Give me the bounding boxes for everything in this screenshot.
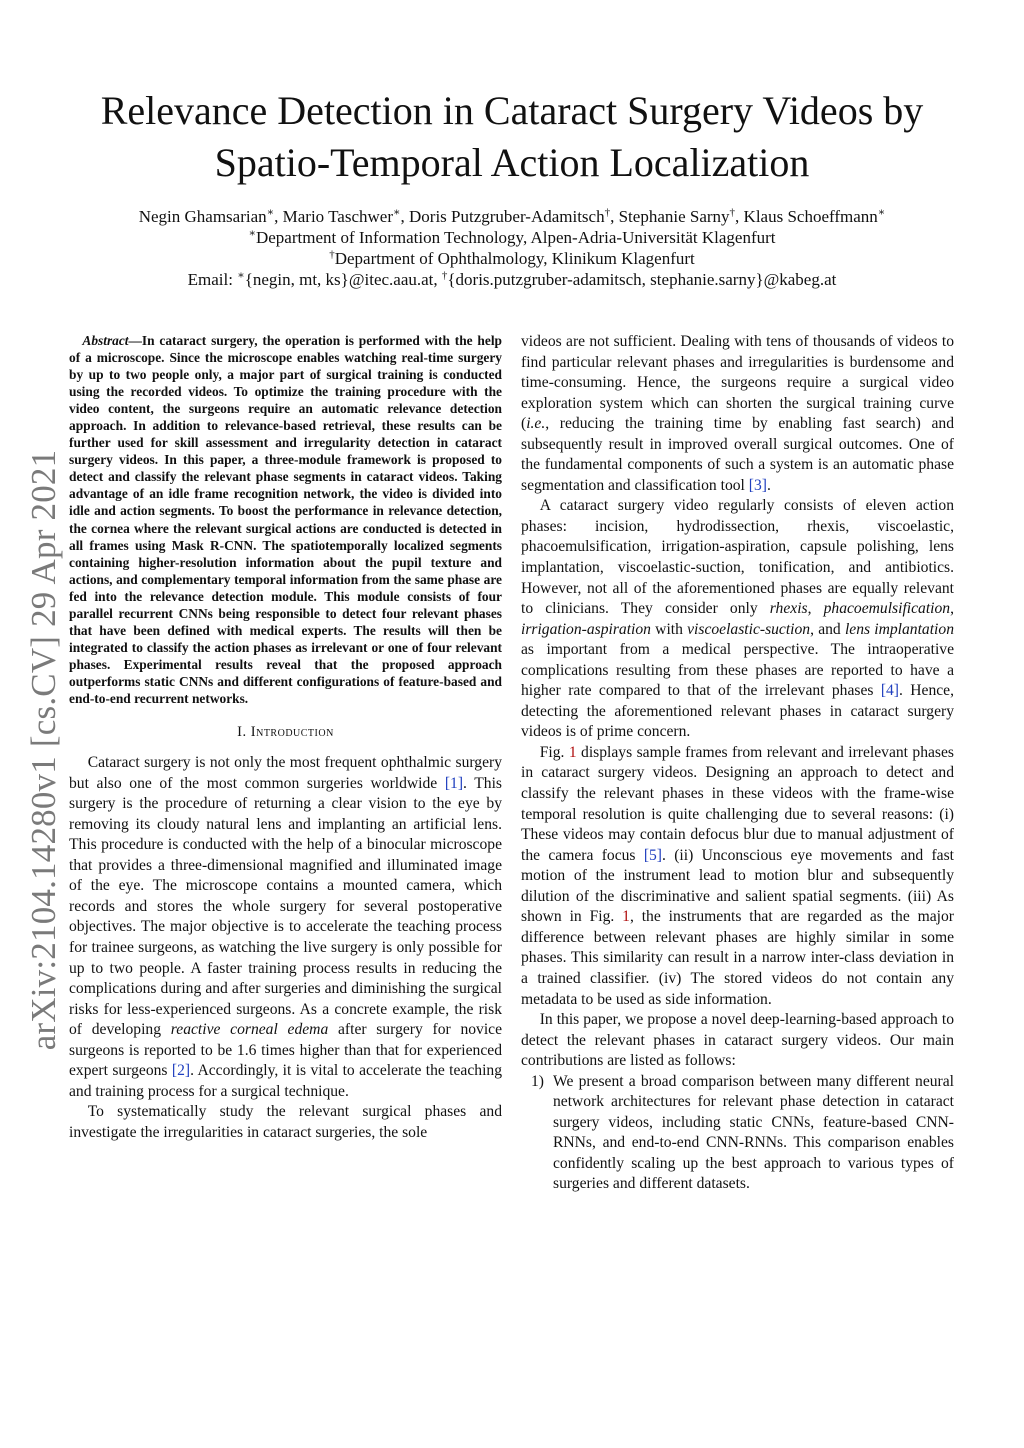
author-block: [0, 206, 1024, 290]
paper-title: [0, 85, 1024, 189]
intro-paragraph-5: In this paper, we propose a novel deep-learning-based approach to detect the relevant phases in cataract surgery videos. Our main contributions are listed as follows:: [521, 1011, 954, 1070]
intro-paragraph-2-continued: videos are not sufficient. Dealing with tens of thousands of videos to find particular relevant phases and irregularities is burdensome and time-consuming. Hence, the surgeons require a surgical video exploration system which can shorten the surgical training curve (i.e., reducing the training time by enabling fast search) and subsequently result in improved overall surgical outcomes. One of the fundamental components of such a system is an automatic phase segmentation and classification tool [3].: [521, 333, 954, 494]
citation-link[interactable]: [2]: [171, 1062, 191, 1080]
left-column: [69, 332, 502, 1143]
author-names: Negin Ghamsarian∗, Mario Taschwer∗, Doris Putzgruber-Adamitsch†, Stephanie Sarny†, Klaus Schoeffmann∗: [138, 206, 886, 226]
intro-paragraph-4: Fig. 1 displays sample frames from relevant and irrelevant phases in cataract surgery videos. Designing an approach to detect and classify the relevant phases in these videos with the frame-wise temporal resolution is quite challenging due to several reasons: (i) These videos may contain defocus blur due to manual adjustment of the camera focus [5]. (ii) Unconscious eye movements and fast motion of the instrument lead to motion blur and subsequently dilution of the discriminative and salient spatial segments. (iii) As shown in Fig. 1, the instruments that are regarded as the major difference between relevant phases are highly similar in some phases. This similarity can result in a narrow inter-class deviation in a trained classifier. (iv) The stored videos do not contain any metadata to be used as side information.: [521, 743, 955, 1008]
affiliation-1: ∗Department of Information Technology, Alpen-Adria-Universität Klagenfurt: [248, 227, 776, 247]
intro-paragraph-1: Cataract surgery is not only the most frequent ophthalmic surgery but also one of the most common surgeries worldwide [1]. This surgery is the procedure of returning a clear vision to the eye by removing its cloudy natural lens and implanting an artificial lens. This procedure is conducted with the help of a binocular microscope that provides a three-dimensional magnified and illuminated image of the eye. The microscope contains a mounted camera, which records and stores the whole surgery for several postoperative objectives. The major objective is to accelerate the teaching process for trainee surgeons, as watching the live surgery is only possible for up to two people. A faster training process results in reducing the complications during and after surgeries and diminishing the surgical risks for less-experienced surgeons. As a concrete example, the risk of developing reactive corneal edema after surgery for novice surgeons is reported to be 1.6 times higher than that for experienced expert surgeons [2]. Accordingly, it is vital to accelerate the teaching and training process for a surgical technique.: [69, 754, 503, 1100]
email-line: Email: ∗{negin, mt, ks}@itec.aau.at, †{doris.putzgruber-adamitsch, stephanie.sarny}@kabeg.at: [187, 269, 837, 289]
right-column: [521, 332, 954, 1195]
citation-link[interactable]: [1]: [444, 774, 464, 792]
intro-paragraph-3: A cataract surgery video regularly consists of eleven action phases: incision, hydrodissection, rhexis, viscoelastic, phacoemulsification, irrigation-aspiration, capsule polishing, lens implantation, viscoelastic-suction, tonification, and antibiotics. However, not all of the aforementioned phases are equally relevant to clinicians. They consider only rhexis, phacoemulsification, irrigation-aspiration with viscoelastic-suction, and lens implantation as important from a medical perspective. The intraoperative complications resulting from these phases are reported to have a higher rate compared to that of the irrelevant phases [4]. Hence, detecting the aforementioned relevant phases in cataract surgery videos is of prime concern.: [521, 497, 954, 741]
title-line-1: Relevance Detection in Cataract Surgery Videos by: [100, 88, 924, 133]
arxiv-identifier-text: arXiv:2104.14280v1 [cs.CV] 29 Apr 2021: [24, 449, 63, 1051]
title-line-2: Spatio-Temporal Action Localization: [214, 140, 810, 185]
contributions-list: [521, 1072, 954, 1195]
citation-link[interactable]: [4]: [880, 682, 899, 700]
citation-link[interactable]: [5]: [643, 846, 662, 864]
abstract: [69, 332, 502, 707]
list-item-text: We present a broad comparison between many different neural network architectures for relevant phase detection in cataract surgery videos, including static CNNs, feature-based CNN-RNNs, and end-to-end CNN-RNNs. This comparison enables confidently scaling up the best approach to various types of surgeries and different datasets.: [553, 1072, 954, 1193]
intro-paragraph-2: To systematically study the relevant surgical phases and investigate the irregularities in cataract surgeries, the sole: [69, 1103, 502, 1141]
section-heading-introduction: I. Introduction: [237, 724, 334, 741]
list-item: [521, 1072, 954, 1195]
abstract-label: Abstract: [82, 333, 129, 348]
figure-reference-link[interactable]: 1: [622, 908, 630, 926]
affiliation-2: †Department of Ophthalmology, Klinikum Klagenfurt: [329, 248, 695, 268]
list-item-number: 1): [531, 1072, 544, 1090]
abstract-text: —In cataract surgery, the operation is performed with the help of a microscope. Since the microscope enables watching real-time surgery by up to two people only, a major part of surgical training is conducted using the recorded videos. To optimize the training procedure with the video content, the surgeons require an automatic relevance detection approach. In addition to relevance-based retrieval, these results can be further used for skill assessment and irregularity detection in cataract surgery videos. In this paper, a three-module framework is proposed to detect and classify the relevant phase segments in cataract videos. Taking advantage of an idle frame recognition network, the video is divided into idle and action segments. To boost the performance in relevance detection, the cornea where the relevant surgical actions are conducted is detected in all frames using Mask R-CNN. The spatiotemporally localized segments containing higher-resolution information about the pupil texture and actions, and complementary temporal information from the same phase are fed into the relevance detection module. This module consists of four parallel recurrent CNNs being responsible to detect four relevant phases that have been defined with medical experts. The results will then be integrated to classify the action phases as irrelevant or one of four relevant phases. Experimental results reveal that the proposed approach outperforms static CNNs and different configurations of feature-based and end-to-end recurrent networks.: [69, 333, 502, 706]
citation-link[interactable]: [3]: [748, 476, 767, 494]
figure-reference-link[interactable]: 1: [568, 743, 577, 761]
